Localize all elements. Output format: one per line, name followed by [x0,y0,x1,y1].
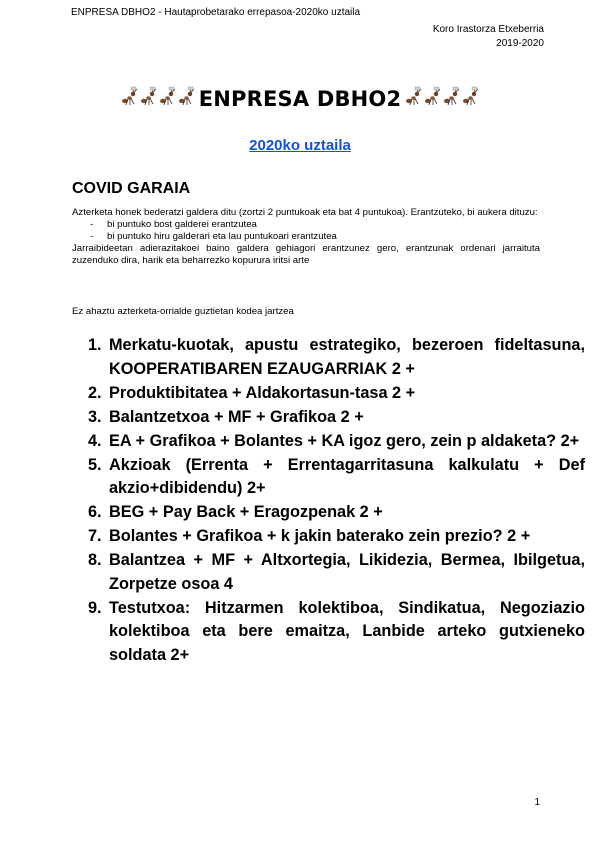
document-title-row [0,84,600,114]
intro-paragraph-2: Jarraibideetan adierazitakoei baino galdera gehiagori erantzunez gero, erantzunak ordenari jarraituta zuzenduko dira, harik eta beharrezko kopurura iritsi arte [72,243,540,266]
ant-figure-icon [462,86,479,113]
ant-figure-icon [443,86,460,113]
question-list [88,334,585,668]
page-number: 1 [534,797,540,808]
question-item: 1. Merkatu-kuotak, apustu estrategiko, bezeroen fideltasuna, KOOPERATIBAREN EZAUGARRIAK 2 + [88,336,585,378]
document-title: ENPRESA DBHO2 [198,87,402,111]
header-year: 2019-2020 [496,38,544,49]
question-item: 8. Balantzea + MF + Altxortegia, Likidezia, Bermea, Ibilgetua, Zorpetze osoa 4 [88,551,585,593]
code-note: Ez ahaztu azterketa-orrialde guztietan kodea jartzea [72,306,294,317]
subtitle-link[interactable]: 2020ko uztaila [249,137,351,154]
question-text: BEG + Pay Back + Eragozpenak 2 + [109,503,383,522]
decoration-left [121,86,195,113]
section-heading: COVID GARAIA [72,180,191,197]
question-text: Balantzea + MF + Altxortegia, Likidezia, Bermea, Ibilgetua, Zorpetze osoa 4 [109,551,585,593]
ant-figure-icon [140,86,157,113]
decoration-right [405,86,479,113]
question-item: 3. Balantzetxoa + MF + Grafikoa 2 + [88,407,364,426]
intro-block [72,207,540,267]
question-item: 6. BEG + Pay Back + Eragozpenak 2 + [88,503,383,522]
question-item: 7. Bolantes + Grafikoa + k jakin baterako zein prezio? 2 + [88,527,531,546]
ant-figure-icon [424,86,441,113]
question-text: EA + Grafikoa + Bolantes + KA igoz gero, zein p aldaketa? 2+ [109,431,580,450]
intro-paragraph-1: Azterketa honek bederatzi galdera ditu (zortzi 2 puntukoak eta bat 4 puntukoa). Erantzuteko, bi aukera dituzu: [72,207,538,218]
ant-figure-icon [121,86,138,113]
page-header-title: ENPRESA DBHO2 - Hautaprobetarako errepasoa-2020ko uztaila [71,7,361,18]
ant-figure-icon [405,86,422,113]
question-text: Akzioak (Errenta + Errentagarritasuna kalkulatu + Def akzio+dibidendu) 2+ [109,455,585,498]
question-text: Produktibitatea + Aldakortasun-tasa 2 + [109,383,416,402]
question-item: 9. Testutxoa: Hitzarmen kolektiboa, Sindikatua, Negoziazio kolektiboa eta bere emaitza, Lanbide arteko gutxieneko soldata 2+ [88,598,585,664]
question-text: Testutxoa: Hitzarmen kolektiboa, Sindikatua, Negoziazio kolektiboa eta bere emaitza, Lanbide arteko gutxieneko soldata 2+ [109,598,585,664]
question-item: 2. Produktibitatea + Aldakortasun-tasa 2 + [88,383,416,402]
intro-option: - bi puntuko hiru galderari eta lau puntukoari erantzutea [90,231,337,242]
question-item: 5. Akzioak (Errenta + Errentagarritasuna kalkulatu + Def akzio+dibidendu) 2+ [88,455,585,498]
question-item: 4. EA + Grafikoa + Bolantes + KA igoz gero, zein p aldaketa? 2+ [88,431,580,450]
header-author: Koro Irastorza Etxeberria [432,24,544,35]
subtitle-container [0,137,600,155]
question-text: Bolantes + Grafikoa + k jakin baterako zein prezio? 2 + [109,527,531,546]
question-text: Merkatu-kuotak, apustu estrategiko, bezeroen fideltasuna, KOOPERATIBAREN EZAUGARRIAK 2 + [109,336,585,378]
ant-figure-icon [159,86,176,113]
ant-figure-icon [178,86,195,113]
dash-bullet: - [90,219,94,230]
dash-bullet: - [90,231,94,242]
question-text: Balantzetxoa + MF + Grafikoa 2 + [109,407,364,426]
intro-option: - bi puntuko bost galderei erantzutea [90,219,257,230]
intro-options [72,219,540,243]
